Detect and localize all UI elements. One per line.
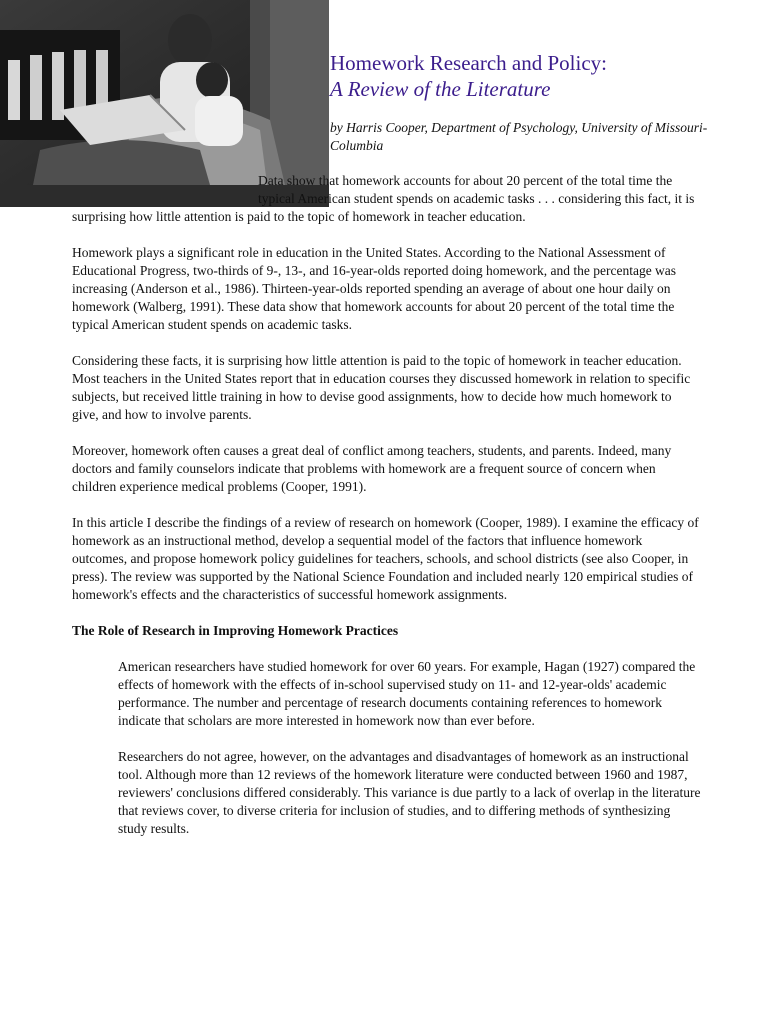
byline: by Harris Cooper, Department of Psychology, University of Missouri-Columbia	[330, 120, 708, 153]
section-heading: The Role of Research in Improving Homework Practices	[72, 623, 399, 638]
photo-wrap-spacer	[0, 172, 258, 208]
body-paragraph: Moreover, homework often causes a great deal of conflict among teachers, students, and parents. Indeed, many doctors and family counselors indicate that problems with homework are a frequent source of concern when children experience medical problems (Cooper, 1991).	[72, 443, 672, 494]
body-paragraph: Considering these facts, it is surprising how little attention is paid to the topic of homework in teacher education. Most teachers in the United States report that in education courses they discussed homework in relation to specific subjects, but received little training in how to devise good assignments, how to decide how much homework to give, and how to involve parents.	[72, 353, 691, 422]
body-paragraph: Homework plays a significant role in education in the United States. According to the National Assessment of Educational Progress, two-thirds of 9-, 13-, and 16-year-olds reported doing homework, and the percentage was increasing (Anderson et al., 1986). Thirteen-year-olds reported spending an average of about one hour daily on homework (Walberg, 1991). These data show that homework accounts for about 20 percent of the total time the typical American student spends on academic tasks.	[72, 245, 677, 332]
body-paragraph: In this article I describe the findings of a review of research on homework (Cooper, 1989). I examine the efficacy of homework as an instructional method, develop a sequential model of the factors that influence homework outcomes, and propose homework policy guidelines for teachers, schools, and school districts (see also Cooper, in press). The review was supported by the National Science Foundation and included nearly 120 empirical studies of homework's effects and the characteristics of successful homework assignments.	[72, 515, 699, 602]
article-body	[72, 172, 700, 856]
intro-paragraph: Data show that homework accounts for about 20 percent of the total time the typical American student spends on academic tasks . . . considering this fact, it is surprising how little attention is paid to the topic of homework in teacher education.	[72, 173, 695, 224]
section-paragraph: Researchers do not agree, however, on the advantages and disadvantages of homework as an instructional tool. Although more than 12 reviews of the homework literature were conducted between 1960 and 1987, reviewers' conclusions differed considerably. This variance is due partly to a lack of overlap in the literature that reviews cover, to diverse criteria for inclusion of studies, and to differing methods of synthesizing study results.	[118, 749, 701, 836]
indented-section	[118, 658, 702, 838]
section-paragraph: American researchers have studied homework for over 60 years. For example, Hagan (1927) compared the effects of homework with the effects of in-school supervised study on 11- and 12-year-olds' academic performance. The number and percentage of research documents containing references to homework indicate that scholars are more interested in homework now than ever before.	[118, 659, 696, 728]
title-line: Homework Research and Policy:	[330, 51, 608, 75]
article-subtitle: A Review of the Literature	[330, 77, 551, 101]
article-title	[330, 50, 760, 102]
